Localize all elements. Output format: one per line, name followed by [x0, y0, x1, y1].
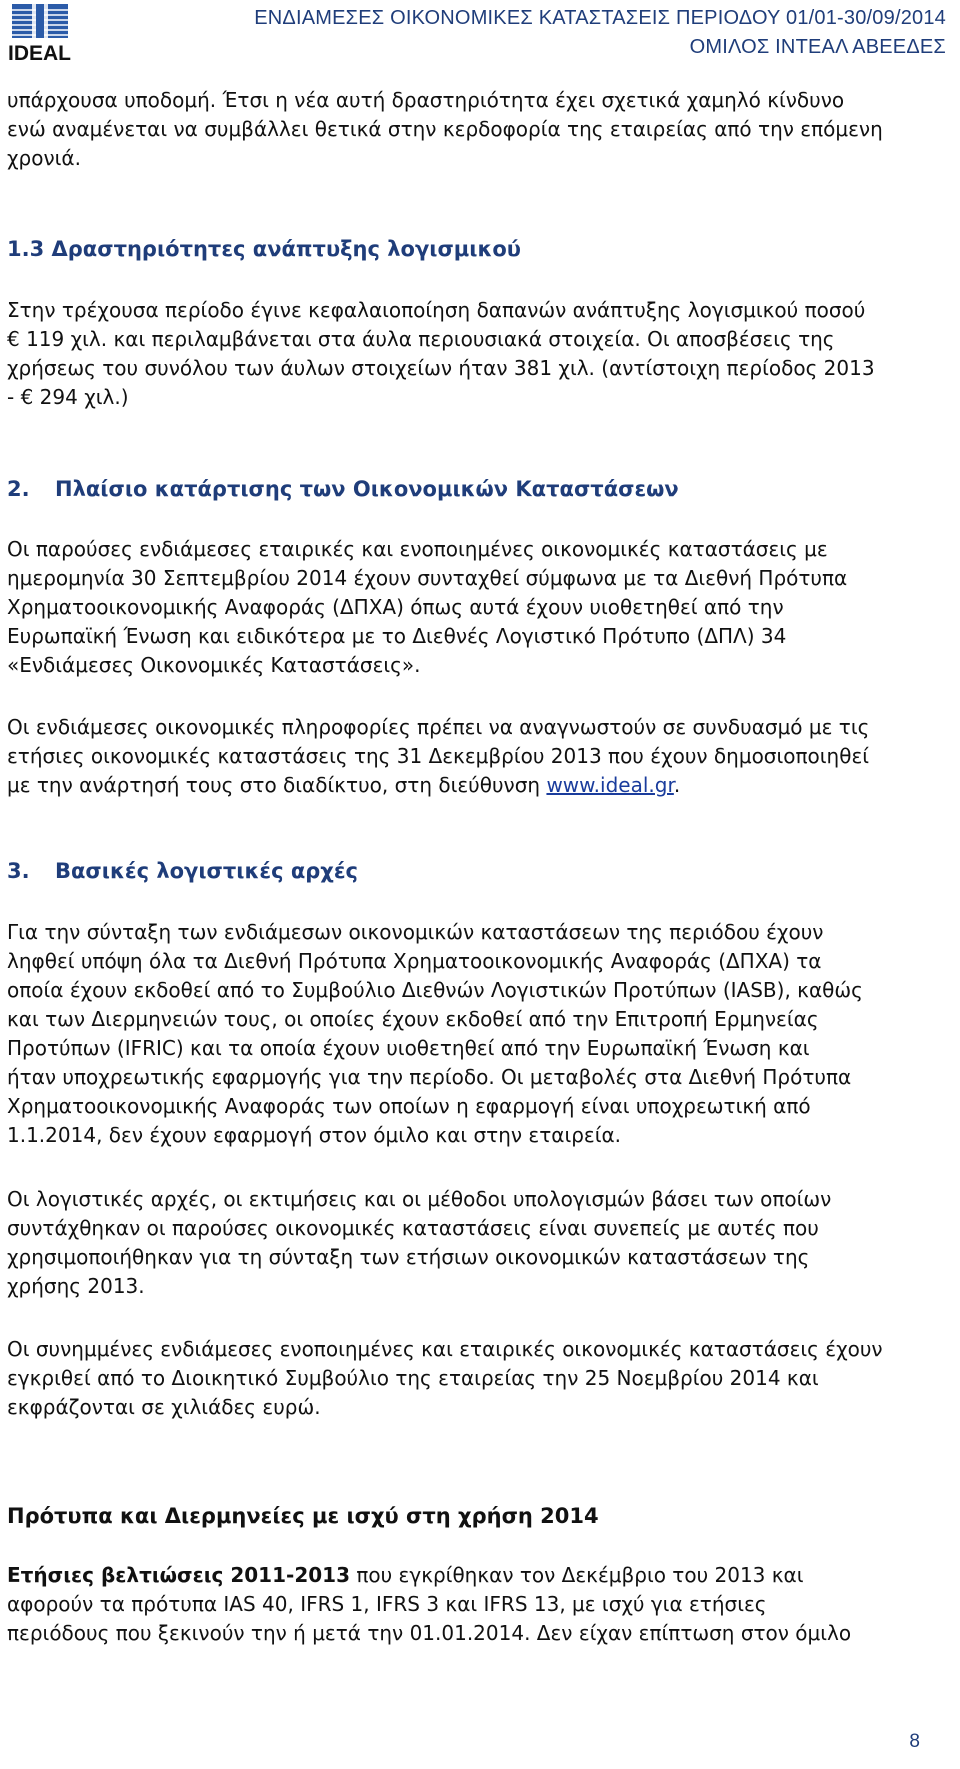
section-3-paragraph-3 [7, 1335, 950, 1422]
standards-section [7, 1501, 950, 1531]
text-line: Προτύπων (IFRIC) και τα οποία έχουν υιοθετηθεί από την Ευρωπαϊκή Ένωση και [7, 1036, 810, 1060]
section-title: Βασικές λογιστικές αρχές [55, 859, 358, 883]
text-line: Οι λογιστικές αρχές, οι εκτιμήσεις και οι μέθοδοι υπολογισμών βάσει των οποίων [7, 1187, 832, 1211]
page-header [254, 4, 946, 62]
section-1-3 [7, 234, 950, 264]
text-line: Στην τρέχουσα περίοδο έγινε κεφαλαιοποίηση δαπανών ανάπτυξης λογισμικού ποσού [7, 298, 866, 322]
section-heading [7, 474, 950, 504]
text-line [7, 771, 950, 800]
text-line: χρονιά. [7, 146, 81, 170]
ideal-logo [6, 2, 86, 66]
section-number: 2. [7, 477, 30, 501]
text-line: Ευρωπαϊκή Ένωση και ειδικότερα με το Διεθνές Λογιστικό Πρότυπο (ΔΠΛ) 34 [7, 624, 787, 648]
text-line: οποία έχουν εκδοθεί από το Συμβούλιο Διεθνών Λογιστικών Προτύπων (IASB), καθώς [7, 978, 863, 1002]
text-line: Οι ενδιάμεσες οικονομικές πληροφορίες πρέπει να αναγνωστούν σε συνδυασμό με τις [7, 715, 870, 739]
text-line: χρησιμοποιήθηκαν για τη σύνταξη των ετήσιων οικονομικών καταστάσεων της [7, 1245, 810, 1269]
section-2-paragraph-2 [7, 713, 950, 800]
section-heading: 1.3 Δραστηριότητες ανάπτυξης λογισμικού [7, 237, 521, 261]
text-line: Για την σύνταξη των ενδιάμεσων οικονομικών καταστάσεων της περιόδου έχουν [7, 920, 824, 944]
text-line: αφορούν τα πρότυπα IAS 40, IFRS 1, IFRS 3 και IFRS 13, με ισχύ για ετήσιες [7, 1592, 767, 1616]
text-line: υπάρχουσα υποδομή. Έτσι η νέα αυτή δραστηριότητα έχει σχετικά χαμηλό κίνδυνο [7, 88, 845, 112]
header-title: ΕΝΔΙΑΜΕΣΕΣ ΟΙΚΟΝΟΜΙΚΕΣ ΚΑΤΑΣΤΑΣΕΙΣ ΠΕΡΙΟΔΟΥ 01/01-30/09/2014 [254, 7, 946, 29]
text-line: Οι συνημμένες ενδιάμεσες ενοποιημένες και εταιρικές οικονομικές καταστάσεις έχουν [7, 1337, 883, 1361]
text-line: συντάχθηκαν οι παρούσες οικονομικές καταστάσεις είναι συνεπείς με αυτές που [7, 1216, 819, 1240]
text-line: ήταν υποχρεωτικής εφαρμογής για την περίοδο. Οι μεταβολές στα Διεθνή Πρότυπα [7, 1065, 852, 1089]
text-line: εγκριθεί από το Διοικητικό Συμβούλιο της εταιρείας την 25 Νοεμβρίου 2014 και [7, 1366, 819, 1390]
text-line: περιόδους που ξεκινούν την ή μετά την 01.01.2014. Δεν είχαν επίπτωση στον όμιλο [7, 1621, 852, 1645]
text-line: 1.1.2014, δεν έχουν εφαρμογή στον όμιλο και στην εταιρεία. [7, 1123, 622, 1147]
text-line: Χρηματοοικονομικής Αναφοράς των οποίων η εφαρμογή είναι υποχρεωτική από [7, 1094, 811, 1118]
text-span: . [673, 773, 681, 797]
svg-text:IDEAL: IDEAL [8, 42, 71, 65]
text-line: ενώ αναμένεται να συμβάλλει θετικά στην κερδοφορία της εταιρείας από την επόμενη [7, 117, 883, 141]
section-3-paragraph-2 [7, 1185, 950, 1301]
text-line: χρήσης 2013. [7, 1274, 145, 1298]
text-line: Χρηματοοικονομικής Αναφοράς (ΔΠΧΑ) όπως αυτά έχουν υιοθετηθεί από την [7, 595, 784, 619]
website-link[interactable]: www.ideal.gr [546, 773, 674, 797]
section-2-paragraph-1 [7, 535, 950, 680]
section-heading [7, 856, 950, 886]
text-line: - € 294 χιλ.) [7, 385, 129, 409]
page-number: 8 [909, 1731, 920, 1752]
bold-lead: Ετήσιες βελτιώσεις 2011-2013 [7, 1563, 350, 1587]
text-span: με την ανάρτησή τους στο διαδίκτυο, στη διεύθυνση [7, 773, 541, 797]
section-3-paragraph-1 [7, 918, 950, 1150]
intro-paragraph [7, 86, 950, 173]
text-span: που εγκρίθηκαν τον Δεκέμβριο του 2013 και [349, 1563, 804, 1587]
text-line: χρήσεως του συνόλου των άυλων στοιχείων ήταν 381 χιλ. (αντίστοιχη περίοδος 2013 [7, 356, 875, 380]
text-line: και των Διερμηνειών τους, οι οποίες έχουν εκδοθεί από την Επιτροπή Ερμηνείας [7, 1007, 819, 1031]
section-1-3-paragraph [7, 296, 950, 412]
subsection-heading: Πρότυπα και Διερμηνείες με ισχύ στη χρήση 2014 [7, 1504, 599, 1528]
text-line: Οι παρούσες ενδιάμεσες εταιρικές και ενοποιημένες οικονομικές καταστάσεις με [7, 537, 828, 561]
header-company: ΟΜΙΛΟΣ ΙΝΤΕΑΛ ΑΒΕΕΔΕΣ [689, 36, 946, 58]
text-line: «Ενδιάμεσες Οικονομικές Καταστάσεις». [7, 653, 421, 677]
text-line: ημερομηνία 30 Σεπτεμβρίου 2014 έχουν συνταχθεί σύμφωνα με τα Διεθνή Πρότυπα [7, 566, 848, 590]
text-line: ετήσιες οικονομικές καταστάσεις της 31 Δεκεμβρίου 2013 που έχουν δημοσιοποιηθεί [7, 744, 870, 768]
text-line [7, 1561, 950, 1590]
standards-paragraph [7, 1561, 950, 1648]
text-line: εκφράζονται σε χιλιάδες ευρώ. [7, 1395, 321, 1419]
section-2 [7, 474, 950, 504]
text-line: ληφθεί υπόψη όλα τα Διεθνή Πρότυπα Χρηματοοικονομικής Αναφοράς (ΔΠΧΑ) τα [7, 949, 822, 973]
text-line: € 119 χιλ. και περιλαμβάνεται στα άυλα περιουσιακά στοιχεία. Οι αποσβέσεις της [7, 327, 835, 351]
section-title: Πλαίσιο κατάρτισης των Οικονομικών Καταστάσεων [55, 477, 679, 501]
section-3 [7, 856, 950, 886]
section-number: 3. [7, 859, 30, 883]
